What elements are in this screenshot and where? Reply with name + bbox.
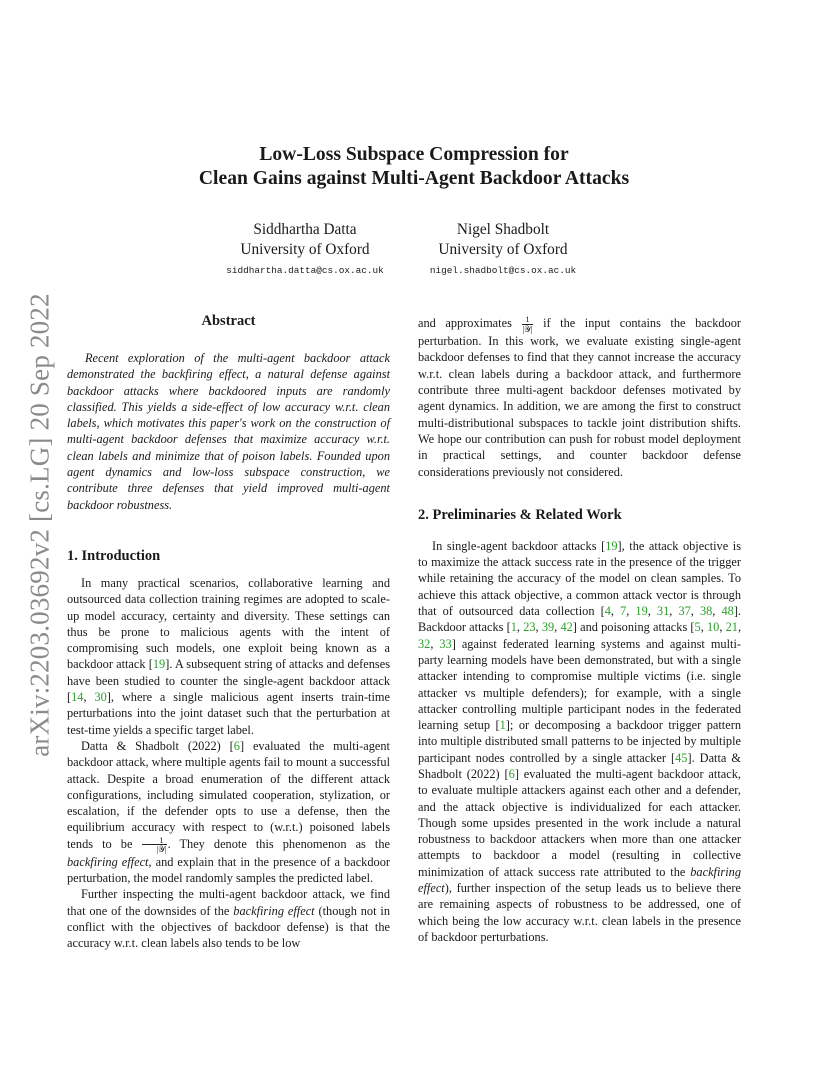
emphasis: backfiring effect: [418, 864, 741, 896]
text-run: ], where a single malicious agent inserts train-time perturbations into the joint dataset such that the perturbation at test-time yields a specific target label.: [67, 690, 390, 737]
intro-continuation-paragraph: [418, 315, 741, 480]
citation-link[interactable]: 39: [541, 620, 555, 635]
author-name: Nigel Shadbolt: [456, 221, 550, 238]
author-block-1: [205, 220, 405, 277]
title-line-1: Low-Loss Subspace Compression for: [259, 144, 569, 165]
text-run: ] evaluated the multi-agent backdoor attack, where multiple agents fail to mount a successful attack. Despite a broad enumeration of the different attack configurations, including simulated cooperation, stylization, or escalation, if the defender opts to use a defense, then the equilibrium accuracy with respect to (w.r.t.) poisoned labels tends to be: [67, 738, 390, 851]
fraction: [522, 315, 532, 333]
author-affiliation: University of Oxford: [438, 241, 568, 258]
text-run: ], the attack objective is to maximize the attack success rate in the presence of the trigger while retaining the accuracy of the model on clean samples. To achieve this attack objective, a common attack vector is through that of outsourced data collection [: [418, 538, 742, 619]
text-run: ]. Datta & Shadbolt (2022) [: [418, 750, 742, 781]
left-column: [67, 312, 390, 952]
text-run: ), further inspection of the setup leads us to believe there are remaining aspects of robustness to be addressed, one of which being the low accuracy w.r.t. clean labels in the presence of backdoor perturbations.: [418, 881, 741, 944]
text-run: , and explain that in the presence of a backdoor perturbation, the model randomly samples the predicted label.: [67, 854, 390, 886]
emphasis: backfiring effect: [233, 903, 315, 918]
citation-list-2: 1, 23, 39, 42: [510, 620, 573, 635]
citation-link[interactable]: 31: [656, 604, 670, 619]
citation-link[interactable]: 45: [675, 750, 688, 765]
text-run: (though not in conflict with the objectives of backdoor defense) is that the accuracy w.r.t. clean labels also tends to be low: [67, 903, 390, 951]
text-run: ] evaluated the multi-agent backdoor attack, to evaluate multiple attackers against each other and a defender, and the attack objective is individualized for each attacker. Though some upsides presented in the work include a natural robustness to backdoor attackers when more than one attacker attempts to backdoor a model (resulting in collective minimization of attack success rate attributed to the: [418, 767, 741, 879]
citation-link[interactable]: 37: [678, 604, 691, 619]
citation-link[interactable]: 5: [694, 620, 701, 635]
author-name: Siddhartha Datta: [253, 221, 357, 238]
citation-link[interactable]: 38: [699, 604, 713, 619]
author-affiliation: University of Oxford: [240, 241, 370, 258]
arxiv-identifier: arXiv:2203.03692v2 [cs.LG] 20 Sep 2022: [24, 293, 55, 757]
citation-link[interactable]: 10: [707, 620, 720, 635]
citation-link[interactable]: 6: [233, 738, 240, 753]
text-run: Further inspecting the multi-agent backdoor attack, we find that one of the downsides of the: [67, 887, 390, 918]
citation-link[interactable]: 33: [439, 636, 452, 651]
citation-link[interactable]: 19: [152, 657, 166, 672]
fraction-numerator: 1: [522, 315, 532, 325]
section-heading-introduction: 1. Introduction: [67, 547, 161, 564]
citation-link[interactable]: 30: [94, 690, 107, 705]
abstract-text: Recent exploration of the multi-agent backdoor attack demonstrated the backfiring effect, a natural defense against backdoor attacks where backdoored inputs are randomly classified. This yields a side-effect of low accuracy w.r.t. clean labels, which motivates this paper's work on the construction of multi-agent backdoor defenses that maximize accuracy w.r.t. clean labels and minimize that of poison labels. Founded upon agent dynamics and low-loss subspace construction, we contribute three defenses that yield improved multi-agent backdoor robustness.: [67, 351, 390, 512]
text-run: ,: [83, 690, 95, 705]
fraction-numerator: 1: [142, 836, 166, 846]
citation-list-3: 5, 10, 21, 32, 33: [418, 620, 742, 651]
intro-paragraph-1: [67, 575, 390, 738]
text-run: ] against federated learning systems and against multi-party learning models have been demonstrated, but with a single attacker intending to compromise multiple victims (i.e. single attacker vs multiple defenders); for example, with a single attacker controlling multiple participant nodes in the federated learning setup [: [418, 636, 741, 733]
text-run: ]. A subsequent string of attacks and defenses have been studied to counter the single-agent backdoor attack [: [67, 657, 390, 705]
citation-link[interactable]: 1: [499, 718, 506, 733]
citation-link[interactable]: 1: [510, 620, 517, 635]
citation-link[interactable]: 4: [604, 604, 611, 619]
citation-link[interactable]: 42: [560, 620, 573, 635]
text-run: if the input contains the backdoor perturbation. In this work, we evaluate existing single-agent backdoor defenses to find that they cannot increase the accuracy w.r.t. clean labels during a backdoor attack, and furthermore contribute three multi-agent backdoor defenses motivated by agent dynamics. In addition, we are among the first to construct multi-distributional subspaces to tackle joint distribution shifts. We hope our contribution can push for robust model deployment in practical settings, and counter backdoor defense considerations previously not considered.: [418, 316, 741, 479]
intro-paragraph-3: [67, 886, 390, 951]
author-block-2: [403, 220, 603, 277]
intro-paragraph-2: [67, 738, 390, 887]
paper-title: [0, 143, 828, 191]
text-run: Datta & Shadbolt (2022) [: [81, 738, 234, 753]
text-run: ]. Backdoor attacks [: [418, 604, 742, 635]
fraction: [142, 836, 166, 854]
related-work-paragraph: [418, 538, 741, 945]
text-run: In single-agent backdoor attacks [: [432, 538, 606, 553]
fraction-denominator: |𝒴|: [522, 323, 533, 334]
citation-link[interactable]: 19: [605, 538, 618, 553]
author-email: nigel.shadbolt@cs.ox.ac.uk: [429, 265, 577, 276]
citation-link[interactable]: 23: [523, 620, 536, 635]
citation-link[interactable]: 6: [508, 767, 515, 781]
author-email: siddhartha.datta@cs.ox.ac.uk: [226, 265, 384, 276]
right-column: [418, 315, 741, 945]
citation-link[interactable]: 21: [725, 620, 738, 635]
fraction-denominator: |𝒴|: [156, 844, 167, 855]
citation-link[interactable]: 48: [721, 604, 734, 619]
text-run: and approximates: [418, 316, 522, 330]
emphasis: backfiring effect: [67, 854, 149, 869]
text-run: . They denote this phenomenon as the: [167, 836, 390, 851]
citation-link[interactable]: 32: [418, 636, 431, 651]
text-run: ]; or decomposing a backdoor trigger pattern into multiple distributed small patterns to be injected by multiple participant nodes controlled by a single attacker [: [418, 718, 741, 765]
arxiv-sidebar-stamp: [20, 290, 60, 760]
citation-list-1: 4, 7, 19, 31, 37, 38, 48: [604, 604, 734, 619]
citation-link[interactable]: 14: [71, 690, 84, 705]
citation-link[interactable]: 19: [635, 604, 648, 619]
citation-link[interactable]: 7: [620, 604, 627, 619]
text-run: ] and poisoning attacks [: [572, 620, 695, 635]
title-line-2: Clean Gains against Multi-Agent Backdoor Attacks: [198, 168, 630, 189]
abstract-heading: Abstract: [201, 313, 256, 329]
section-heading-preliminaries: 2. Preliminaries & Related Work: [418, 506, 622, 523]
text-run: In many practical scenarios, collaborative learning and outsourced data collection training regimes are adopted to scale-up model accuracy, certainty and diversity. These settings can thus be prone to malicious agents with the intent of compromising such models, one exploit being known as a backdoor attack [: [67, 575, 390, 672]
abstract-body: [67, 350, 390, 513]
